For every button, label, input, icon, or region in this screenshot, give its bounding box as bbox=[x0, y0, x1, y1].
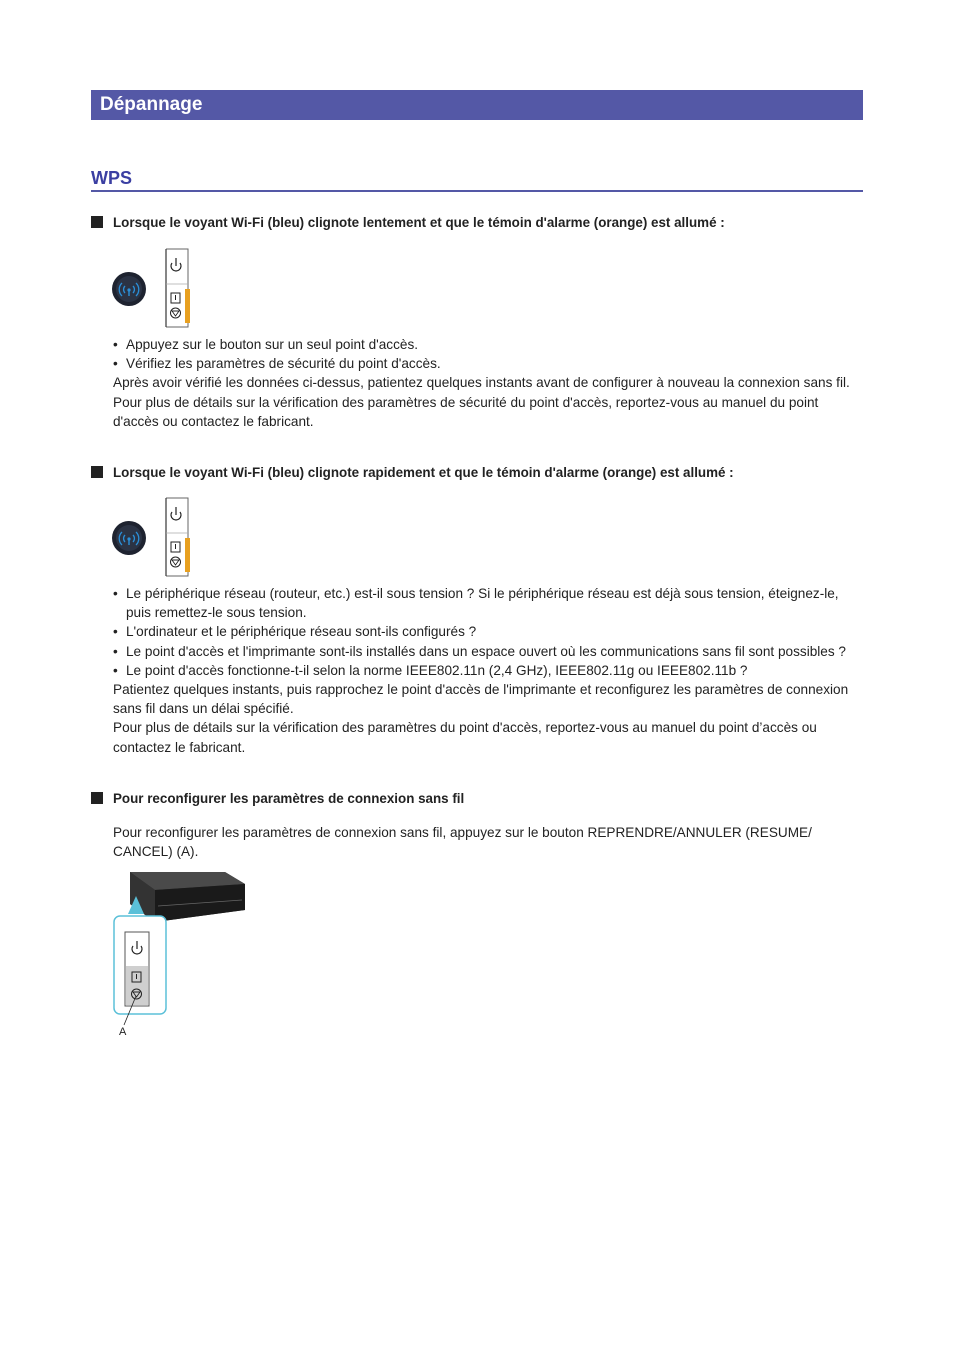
case3-body bbox=[113, 823, 865, 861]
section-title: WPS bbox=[91, 168, 863, 192]
case2-bullets bbox=[113, 584, 865, 680]
case3-heading bbox=[91, 790, 881, 808]
case2-heading-text: Lorsque le voyant Wi-Fi (bleu) clignote rapidement et que le témoin d'alarme (orange) est allumé : bbox=[113, 465, 734, 480]
case1-paragraph-1: Après avoir vérifié les données ci-dessus, patientez quelques instants avant de configurer à nouveau la connexion sans fil. bbox=[113, 375, 850, 391]
control-panel bbox=[125, 932, 149, 1006]
list-item: • Appuyez sur le bouton sur un seul point d'accès. bbox=[113, 335, 865, 354]
printer-figure bbox=[110, 862, 250, 1042]
wifi-lamp-icon bbox=[112, 521, 146, 555]
page-banner bbox=[91, 90, 863, 120]
case2-paragraph-2: Pour plus de détails sur la vérification des paramètres du point d'accès, reportez-vous au manuel du point d’accès ou contactez le fabricant. bbox=[113, 720, 817, 755]
panel-figure-2 bbox=[110, 496, 194, 578]
printer-icon bbox=[130, 872, 245, 922]
case1-bullets bbox=[113, 335, 865, 373]
case1-heading bbox=[91, 214, 881, 232]
case2-paragraph-1: Patientez quelques instants, puis rapprochez le point d'accès de l'imprimante et reconfigurez les paramètres de connexion sans fil dans un délai spécifié. bbox=[113, 682, 849, 717]
case1-paragraph-2: Pour plus de détails sur la vérification des paramètres de sécurité du point d'accès, reportez-vous au manuel du point d'accès ou contactez le fabricant. bbox=[113, 394, 819, 429]
case2-heading bbox=[91, 464, 881, 482]
bullet-square-icon bbox=[91, 792, 103, 804]
panel-figure-1 bbox=[110, 247, 194, 329]
list-item: • Le périphérique réseau (routeur, etc.) est-il sous tension ? Si le périphérique réseau est déjà sous tension, éteignez-le, puis remettez-le sous tension. bbox=[113, 584, 865, 622]
control-panel bbox=[166, 249, 190, 327]
case3-paragraph-1: Pour reconfigurer les paramètres de connexion sans fil, appuyez sur le bouton REPRENDRE/ANNULER (RESUME/ CANCEL) (A). bbox=[113, 825, 812, 860]
case1-heading-text: Lorsque le voyant Wi-Fi (bleu) clignote lentement et que le témoin d'alarme (orange) est allumé : bbox=[113, 215, 725, 230]
bullet-square-icon bbox=[91, 216, 103, 228]
case2-body bbox=[113, 584, 865, 757]
list-item: • Vérifiez les paramètres de sécurité du point d'accès. bbox=[113, 354, 865, 373]
list-item: • Le point d'accès et l'imprimante sont-ils installés dans un espace ouvert où les communications sans fil sont possibles ? bbox=[113, 642, 865, 661]
list-item: • Le point d'accès fonctionne-t-il selon la norme IEEE802.11n (2,4 GHz), IEEE802.11g ou IEEE802.11b ? bbox=[113, 661, 865, 680]
callout-label-a: A bbox=[119, 1026, 127, 1038]
list-item: • L'ordinateur et le périphérique réseau sont-ils configurés ? bbox=[113, 622, 865, 641]
bullet-square-icon bbox=[91, 466, 103, 478]
wifi-lamp-icon bbox=[112, 272, 146, 306]
case1-body bbox=[113, 335, 865, 431]
control-panel bbox=[166, 498, 190, 576]
case3-heading-text: Pour reconfigurer les paramètres de connexion sans fil bbox=[113, 791, 465, 806]
page-title: Dépannage bbox=[100, 94, 203, 115]
